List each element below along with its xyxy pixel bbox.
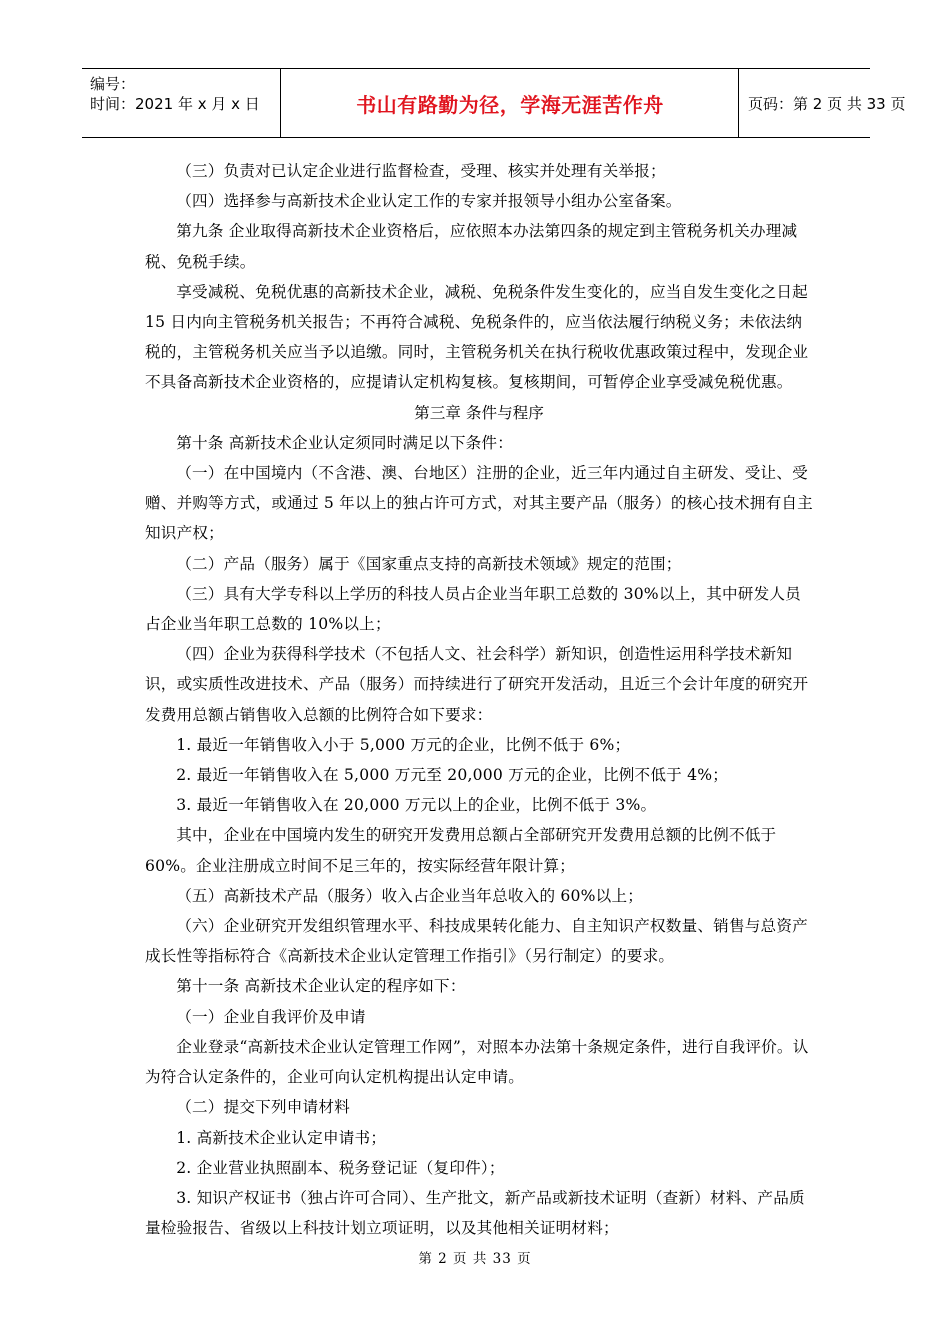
header-left-cell (82, 69, 281, 137)
paragraph: （四）选择参与高新技术企业认定工作的专家并报领导小组办公室备案。 (176, 192, 682, 211)
paragraph: （一）企业自我评价及申请 (176, 1007, 366, 1026)
paragraph: 享受减税、免税优惠的高新技术企业，减税、免税条件发生变化的，应当自发生变化之日起 15 日内向主管税务机关报告；不再符合减税、免税条件的，应当依法履行纳税义务；未依法纳税的，主管税务机关应当予以追缴。同时，主管税务机关在执行税收优惠政策过程中，发现企业不具备高新技术企业资格的，应提请认定机构复核。复核期间，可暂停企业享受减免税优惠。 (145, 282, 809, 392)
paragraph: （四）企业为获得科学技术（不包括人文、社会科学）新知识，创造性运用科学技术新知识，或实质性改进技术、产品（服务）而持续进行了研究开发活动，且近三个会计年度的研究开发费用总额占销售收入总额的比例符合如下要求： (145, 645, 809, 724)
paragraph: （二）提交下列申请材料 (176, 1098, 350, 1117)
document-number-label: 编号： (90, 75, 136, 93)
list-item: 1. 最近一年销售收入小于 5,000 万元的企业，比例不低于 6%； (176, 735, 631, 754)
header-motto-cell (282, 69, 739, 137)
paragraph: （六）企业研究开发组织管理水平、科技成果转化能力、自主知识产权数量、销售与总资产成长性等指标符合《高新技术企业认定管理工作指引》（另行制定）的要求。 (145, 917, 808, 966)
document-body (145, 156, 813, 1243)
header-page-cell (740, 69, 906, 137)
chapter-heading: 第三章 条件与程序 (414, 403, 544, 422)
list-item: 3. 知识产权证书（独占许可合同）、生产批文，新产品或新技术证明（查新）材料、产品质量检验报告、省级以上科技计划立项证明，以及其他相关证明材料； (145, 1188, 805, 1238)
list-item: 2. 最近一年销售收入在 5,000 万元至 20,000 万元的企业，比例不低于 4%； (176, 766, 728, 785)
paragraph: （二）产品（服务）属于《国家重点支持的高新技术领域》规定的范围； (176, 554, 682, 573)
document-date: 时间：2021 年 x 月 x 日 (90, 95, 260, 113)
header-motto: 书山有路勤为径，学海无涯苦作舟 (356, 92, 664, 117)
article-10: 第十条 高新技术企业认定须同时满足以下条件： (176, 433, 514, 452)
paragraph: 其中，企业在中国境内发生的研究开发费用总额占全部研究开发费用总额的比例不低于 60%。企业注册成立时间不足三年的，按实际经营年限计算； (145, 826, 777, 875)
page-footer: 第 2 页 共 33 页 (418, 1251, 532, 1267)
article-11: 第十一条 高新技术企业认定的程序如下： (176, 977, 466, 996)
header-page-number: 页码：第 2 页 共 33 页 (748, 94, 906, 113)
paragraph: （一）在中国境内（不含港、澳、台地区）注册的企业，近三年内通过自主研发、受让、受赠、并购等方式，或通过 5 年以上的独占许可方式，对其主要产品（服务）的核心技术拥有自主知识产权； (145, 464, 813, 543)
page-header (82, 68, 906, 138)
list-item: 3. 最近一年销售收入在 20,000 万元以上的企业，比例不低于 3%。 (176, 796, 657, 815)
article-9: 第九条 企业取得高新技术企业资格后，应依照本办法第四条的规定到主管税务机关办理减税、免税手续。 (145, 222, 798, 271)
paragraph: 企业登录“高新技术企业认定管理工作网”，对照本办法第十条规定条件，进行自我评价。认为符合认定条件的，企业可向认定机构提出认定申请。 (145, 1037, 809, 1087)
paragraph: （三）具有大学专科以上学历的科技人员占企业当年职工总数的 30%以上，其中研发人员占企业当年职工总数的 10%以上； (145, 584, 801, 634)
paragraph: （三）负责对已认定企业进行监督检查，受理、核实并处理有关举报； (176, 162, 666, 180)
list-item: 1. 高新技术企业认定申请书； (176, 1128, 387, 1147)
list-item: 2. 企业营业执照副本、税务登记证（复印件）； (176, 1158, 505, 1177)
paragraph: （五）高新技术产品（服务）收入占企业当年总收入的 60%以上； (176, 886, 644, 905)
